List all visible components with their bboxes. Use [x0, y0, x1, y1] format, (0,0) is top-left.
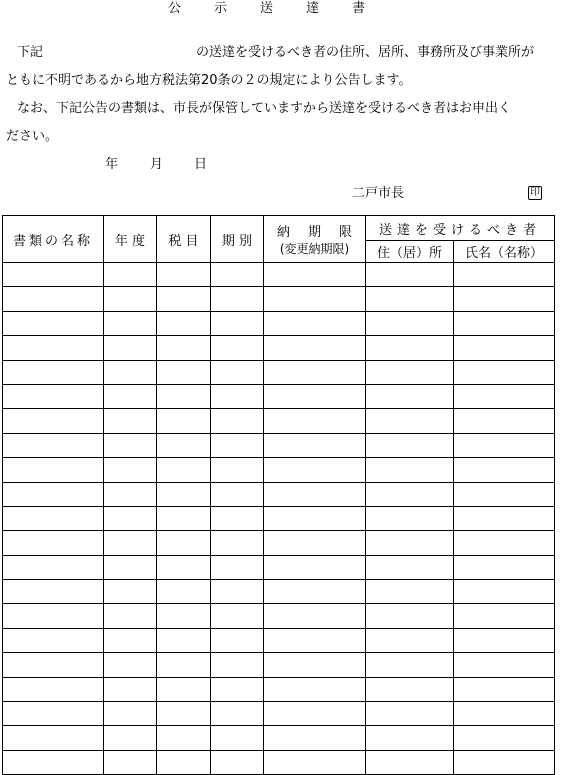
table-row [3, 555, 555, 579]
table-row [3, 750, 555, 774]
cell-tax-item [157, 702, 211, 726]
table-row [3, 482, 555, 506]
table-row [3, 311, 555, 335]
cell-document-name [3, 336, 104, 360]
table-row [3, 580, 555, 604]
cell-name [454, 336, 555, 360]
cell-name [454, 409, 555, 433]
cell-fiscal-year [104, 677, 157, 701]
cell-name [454, 677, 555, 701]
cell-fiscal-year [104, 482, 157, 506]
table-row [3, 604, 555, 628]
cell-period [211, 336, 264, 360]
cell-due-date [264, 287, 366, 311]
table-row [3, 287, 555, 311]
cell-tax-item [157, 409, 211, 433]
cell-period [211, 433, 264, 457]
cell-fiscal-year [104, 360, 157, 384]
cell-due-date [264, 604, 366, 628]
cell-address [366, 555, 454, 579]
cell-tax-item [157, 653, 211, 677]
cell-period [211, 750, 264, 774]
due-date-char: 納 [276, 225, 290, 240]
cell-fiscal-year [104, 433, 157, 457]
cell-due-date [264, 360, 366, 384]
cell-fiscal-year [104, 555, 157, 579]
cell-tax-item [157, 311, 211, 335]
cell-tax-item [157, 458, 211, 482]
cell-document-name [3, 628, 104, 652]
cell-due-date [264, 702, 366, 726]
cell-fiscal-year [104, 263, 157, 287]
cell-name [454, 263, 555, 287]
cell-name [454, 360, 555, 384]
cell-tax-item [157, 384, 211, 408]
header-due-date-sub: (変更納期限) [279, 242, 350, 256]
cell-tax-item [157, 750, 211, 774]
cell-period [211, 628, 264, 652]
cell-due-date [264, 482, 366, 506]
cell-address [366, 409, 454, 433]
issuer-name: 二戸市長 [352, 186, 405, 201]
table-row [3, 360, 555, 384]
header-document-name: 書類の名称 [3, 216, 104, 263]
cell-due-date [264, 580, 366, 604]
cell-name [454, 628, 555, 652]
cell-address [366, 458, 454, 482]
cell-document-name [3, 384, 104, 408]
cell-document-name [3, 677, 104, 701]
cell-document-name [3, 311, 104, 335]
title-char: 公 [168, 1, 182, 16]
cell-name [454, 311, 555, 335]
table-row [3, 263, 555, 287]
notice-line-3: なお、下記公告の書類は、市長が保管していますから送達を受けるべき者はお申出く [17, 101, 512, 116]
cell-fiscal-year [104, 384, 157, 408]
cell-period [211, 580, 264, 604]
cell-period [211, 604, 264, 628]
cell-due-date [264, 555, 366, 579]
cell-fiscal-year [104, 653, 157, 677]
cell-address [366, 628, 454, 652]
cell-name [454, 653, 555, 677]
cell-address [366, 726, 454, 750]
table-row [3, 702, 555, 726]
cell-address [366, 580, 454, 604]
cell-tax-item [157, 531, 211, 555]
cell-period [211, 726, 264, 750]
cell-due-date [264, 653, 366, 677]
cell-document-name [3, 287, 104, 311]
cell-address [366, 506, 454, 530]
cell-period [211, 384, 264, 408]
table-row [3, 653, 555, 677]
cell-due-date [264, 506, 366, 530]
cell-fiscal-year [104, 604, 157, 628]
cell-due-date [264, 458, 366, 482]
cell-document-name [3, 702, 104, 726]
header-address: 住（居）所 [366, 241, 454, 263]
cell-tax-item [157, 580, 211, 604]
cell-fiscal-year [104, 580, 157, 604]
cell-document-name [3, 360, 104, 384]
cell-period [211, 311, 264, 335]
cell-fiscal-year [104, 726, 157, 750]
cell-name [454, 482, 555, 506]
cell-address [366, 531, 454, 555]
cell-due-date [264, 311, 366, 335]
cell-period [211, 506, 264, 530]
cell-address [366, 360, 454, 384]
cell-due-date [264, 750, 366, 774]
table-row [3, 506, 555, 530]
cell-document-name [3, 580, 104, 604]
cell-fiscal-year [104, 506, 157, 530]
date-year-label: 年 [105, 157, 119, 172]
cell-period [211, 360, 264, 384]
header-due-date [264, 216, 366, 263]
table-row [3, 433, 555, 457]
cell-tax-item [157, 433, 211, 457]
notice-line-2: ともに不明であるから地方税法第20条の２の規定により公告します。 [6, 73, 412, 88]
cell-address [366, 750, 454, 774]
cell-name [454, 726, 555, 750]
cell-name [454, 433, 555, 457]
cell-name [454, 384, 555, 408]
header-recipient-group: 送達を受けるべき者 [366, 216, 555, 241]
cell-document-name [3, 726, 104, 750]
cell-tax-item [157, 628, 211, 652]
header-fiscal-year: 年 度 [104, 216, 157, 263]
cell-name [454, 580, 555, 604]
cell-fiscal-year [104, 628, 157, 652]
documents-table [2, 215, 555, 775]
cell-fiscal-year [104, 702, 157, 726]
cell-tax-item [157, 263, 211, 287]
cell-period [211, 287, 264, 311]
cell-tax-item [157, 482, 211, 506]
cell-address [366, 336, 454, 360]
cell-address [366, 287, 454, 311]
cell-period [211, 409, 264, 433]
cell-due-date [264, 433, 366, 457]
header-tax-item: 税 目 [157, 216, 211, 263]
cell-period [211, 653, 264, 677]
cell-fiscal-year [104, 409, 157, 433]
title-char: 書 [352, 1, 366, 16]
due-date-char: 期 [307, 225, 321, 240]
cell-name [454, 555, 555, 579]
cell-address [366, 653, 454, 677]
cell-name [454, 604, 555, 628]
cell-address [366, 263, 454, 287]
cell-fiscal-year [104, 531, 157, 555]
cell-document-name [3, 433, 104, 457]
document-title [168, 1, 365, 17]
cell-fiscal-year [104, 750, 157, 774]
cell-period [211, 458, 264, 482]
cell-document-name [3, 263, 104, 287]
cell-address [366, 384, 454, 408]
table-row [3, 531, 555, 555]
cell-document-name [3, 604, 104, 628]
cell-fiscal-year [104, 311, 157, 335]
cell-tax-item [157, 336, 211, 360]
header-period: 期 別 [211, 216, 264, 263]
cell-period [211, 531, 264, 555]
cell-address [366, 604, 454, 628]
title-char: 示 [214, 1, 228, 16]
notice-line-4: ださい。 [6, 129, 59, 144]
cell-fiscal-year [104, 287, 157, 311]
cell-document-name [3, 409, 104, 433]
cell-address [366, 677, 454, 701]
cell-due-date [264, 384, 366, 408]
cell-address [366, 433, 454, 457]
title-char: 達 [306, 1, 320, 16]
cell-document-name [3, 482, 104, 506]
table-row [3, 336, 555, 360]
title-char: 送 [260, 1, 274, 16]
table-row [3, 628, 555, 652]
cell-document-name [3, 531, 104, 555]
notice-kaki: 下記 [17, 45, 44, 60]
cell-period [211, 702, 264, 726]
cell-name [454, 531, 555, 555]
cell-tax-item [157, 287, 211, 311]
cell-period [211, 263, 264, 287]
cell-document-name [3, 653, 104, 677]
cell-tax-item [157, 726, 211, 750]
cell-address [366, 482, 454, 506]
cell-document-name [3, 555, 104, 579]
cell-due-date [264, 726, 366, 750]
cell-tax-item [157, 555, 211, 579]
table-row [3, 409, 555, 433]
cell-address [366, 311, 454, 335]
cell-name [454, 458, 555, 482]
cell-due-date [264, 677, 366, 701]
cell-document-name [3, 750, 104, 774]
cell-tax-item [157, 677, 211, 701]
cell-name [454, 702, 555, 726]
cell-period [211, 677, 264, 701]
table-row [3, 384, 555, 408]
table-row [3, 458, 555, 482]
cell-name [454, 750, 555, 774]
due-date-char: 限 [339, 225, 353, 240]
cell-due-date [264, 263, 366, 287]
cell-tax-item [157, 506, 211, 530]
notice-line-1: の送達を受けるべき者の住所、居所、事務所及び事業所が [196, 45, 535, 60]
cell-due-date [264, 628, 366, 652]
table-row [3, 677, 555, 701]
cell-period [211, 555, 264, 579]
cell-name [454, 506, 555, 530]
date-day-label: 日 [194, 157, 208, 172]
header-name: 氏名（名称） [454, 241, 555, 263]
cell-tax-item [157, 604, 211, 628]
date-month-label: 月 [150, 157, 164, 172]
cell-period [211, 482, 264, 506]
cell-name [454, 287, 555, 311]
cell-fiscal-year [104, 458, 157, 482]
cell-due-date [264, 409, 366, 433]
cell-document-name [3, 506, 104, 530]
cell-address [366, 702, 454, 726]
seal-mark-icon: 印 [530, 187, 540, 198]
table-row [3, 726, 555, 750]
cell-fiscal-year [104, 336, 157, 360]
cell-due-date [264, 531, 366, 555]
cell-tax-item [157, 360, 211, 384]
cell-due-date [264, 336, 366, 360]
cell-document-name [3, 458, 104, 482]
